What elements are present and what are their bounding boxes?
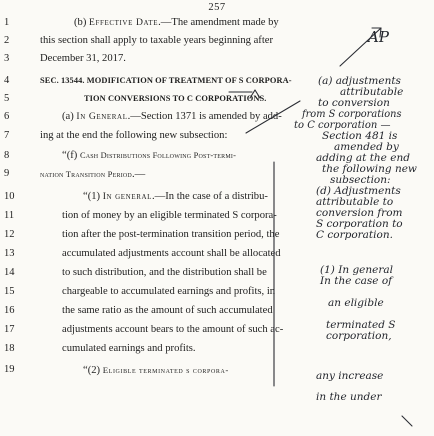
- handwritten-note-line: the following new: [322, 163, 417, 175]
- body-line: [40, 168, 145, 181]
- line-number: 9: [4, 168, 10, 179]
- handwritten-note-line: an eligible: [328, 297, 384, 309]
- line-number: 7: [4, 130, 10, 141]
- body-text: .—Section 1371 is amended by add-: [127, 111, 282, 122]
- body-line: ing at the end the following new subsection:: [40, 130, 228, 141]
- line-number: 18: [4, 343, 15, 354]
- handwritten-note-line: amended by: [334, 141, 399, 153]
- handwritten-note-line: C corporation.: [316, 229, 393, 241]
- subsection-marker: “(f): [62, 150, 80, 161]
- page-number: 257: [208, 2, 226, 13]
- body-line: [74, 17, 279, 29]
- line-number: 6: [4, 111, 10, 122]
- handwritten-note-line: attributable: [340, 86, 404, 98]
- body-text: .—In the case of a distribu-: [152, 191, 268, 202]
- handwritten-note-line: subsection:: [330, 174, 391, 186]
- body-line: adjustments account bears to the amount of such ac-: [62, 324, 284, 335]
- line-number: 2: [4, 35, 10, 46]
- body-text: .—: [131, 169, 146, 180]
- paragraph-heading: In general: [102, 191, 153, 202]
- subsection-heading: Effective Date: [89, 17, 159, 28]
- line-number: 15: [4, 286, 15, 297]
- body-text: .—The amendment made by: [158, 17, 279, 28]
- paragraph-marker: “(1): [83, 191, 103, 202]
- section-heading: TION CONVERSIONS TO C CORPORATIONS.: [84, 94, 267, 103]
- line-number: 12: [4, 229, 15, 240]
- subsection-marker: (b): [74, 17, 90, 28]
- body-line: [62, 150, 236, 162]
- handwritten-note-line: from S corporations: [302, 109, 402, 120]
- section-heading: SEC. 13544. MODIFICATION OF TREATMENT OF S CORPORA-: [40, 76, 292, 85]
- body-line: December 31, 2017.: [40, 53, 126, 64]
- line-number: 4: [4, 75, 10, 86]
- body-line: tion of money by an eligible terminated S corpora-: [62, 210, 277, 221]
- handwritten-note-line: corporation,: [326, 330, 392, 342]
- line-number: 14: [4, 267, 15, 278]
- handwritten-note-line: conversion from: [316, 207, 403, 219]
- handwritten-note-line: In the case of: [320, 275, 393, 287]
- handwritten-note-line: to C corporation —: [294, 120, 391, 131]
- line-number: 3: [4, 53, 10, 64]
- body-line: accumulated adjustments account shall be allocated: [62, 248, 281, 259]
- handwritten-note-line: terminated S: [326, 319, 396, 331]
- handwritten-note-line: (a) adjustments: [318, 75, 401, 87]
- handwritten-initials: AP: [368, 28, 389, 46]
- paragraph-heading: Eligible terminated s corpora-: [102, 365, 229, 375]
- handwritten-note-line: in the under: [316, 391, 382, 403]
- line-number: 19: [4, 364, 15, 375]
- handwritten-note-line: S corporation to: [316, 218, 403, 230]
- line-number: 11: [4, 210, 15, 221]
- line-number: 1: [4, 17, 10, 28]
- handwritten-note-line: Section 481 is: [322, 130, 398, 142]
- line-number: 13: [4, 248, 15, 259]
- handwritten-note-line: attributable to: [316, 196, 394, 208]
- body-line: cumulated earnings and profits.: [62, 343, 196, 354]
- handwritten-note-line: (1) In general: [320, 264, 394, 276]
- body-line: chargeable to accumulated earnings and profits, in: [62, 286, 276, 297]
- line-number: 17: [4, 324, 15, 335]
- subsection-heading: nation Transition Period: [40, 169, 132, 179]
- line-number: 16: [4, 305, 15, 316]
- body-line: to such distribution, and the distribution shall be: [62, 267, 267, 278]
- body-line: [62, 111, 282, 123]
- subsection-heading: Cash Distributions Following Post-termi-: [79, 151, 237, 160]
- handwritten-note-line: adding at the end: [316, 152, 410, 164]
- subsection-marker: (a): [62, 111, 77, 122]
- paragraph-marker: “(2): [83, 365, 103, 376]
- body-line: [83, 364, 229, 377]
- handwritten-note-line: any increase: [316, 370, 384, 382]
- body-line: tion after the post-termination transition period, the: [62, 229, 280, 240]
- line-number: 5: [4, 93, 10, 104]
- handwritten-note-line: (d) Adjustments: [316, 185, 401, 197]
- body-line: [83, 191, 268, 203]
- line-number: 10: [4, 191, 15, 202]
- handwritten-note-line: to conversion: [318, 97, 390, 109]
- body-line: the same ratio as the amount of such accumulated: [62, 305, 273, 316]
- body-line: this section shall apply to taxable years beginning after: [40, 35, 273, 46]
- closing-bracket: [402, 416, 412, 426]
- subsection-heading: In General: [76, 111, 128, 122]
- line-number: 8: [4, 150, 10, 161]
